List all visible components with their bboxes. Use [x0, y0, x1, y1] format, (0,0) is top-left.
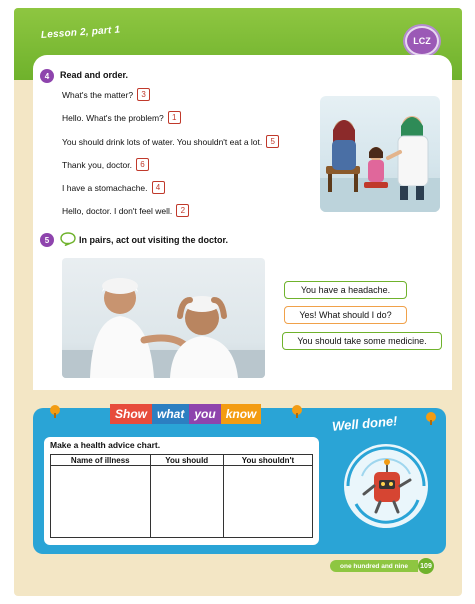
exercise-4-title: Read and order. [60, 70, 129, 80]
page-words: one hundred and nine [330, 560, 418, 572]
column-header-shouldnt: You shouldn't [223, 455, 312, 466]
order-box[interactable]: 5 [266, 135, 279, 148]
doctor-illustration [320, 96, 440, 212]
dialogue-line-2 [62, 111, 181, 124]
speech-bubble-icon [60, 232, 76, 246]
patient-photo-icon [62, 258, 265, 378]
exercise-5-number: 5 [40, 233, 54, 247]
dialogue-line-6 [62, 204, 189, 217]
table-cell-illness[interactable] [51, 466, 151, 538]
pushpin-icon [424, 411, 438, 425]
lesson-label: Lesson 2, part 1 [40, 24, 121, 41]
order-box[interactable]: 2 [176, 204, 189, 217]
table-cell-should[interactable] [150, 466, 223, 538]
pushpin-icon [290, 404, 304, 418]
robot-icon [336, 436, 436, 536]
dialogue-text: I have a stomachache. [62, 182, 148, 193]
show-what-you-know-banner [110, 404, 261, 424]
speech-bubble-what-should: Yes! What should I do? [284, 306, 407, 324]
well-done-label: Well done! [331, 413, 399, 434]
dialogue-line-1 [62, 88, 150, 101]
dialogue-text: You should drink lots of water. You shouldn't eat a lot. [62, 136, 263, 147]
order-box[interactable]: 6 [136, 158, 149, 171]
health-advice-table [50, 454, 313, 538]
dialogue-line-5 [62, 181, 165, 194]
exercise-4-number: 4 [40, 69, 54, 83]
page-number: 109 [418, 558, 434, 574]
dialogue-text: What's the matter? [62, 89, 134, 100]
clinic-scene-icon [320, 96, 440, 212]
pushpin-icon [48, 404, 62, 418]
column-header-illness: Name of illness [51, 455, 151, 466]
speech-bubble-medicine: You should take some medicine. [282, 332, 442, 350]
boys-photo [62, 258, 265, 378]
dialogue-text: Thank you, doctor. [62, 159, 132, 170]
order-box[interactable]: 4 [152, 181, 165, 194]
dialogue-text: Hello, doctor. I don't feel well. [62, 205, 173, 216]
dialogue-line-4 [62, 158, 149, 171]
dialogue-text: Hello. What's the problem? [62, 112, 164, 123]
banner-word-show: Show [110, 404, 152, 424]
order-box[interactable]: 1 [168, 111, 181, 124]
speech-bubble-headache: You have a headache. [284, 281, 407, 299]
order-box[interactable]: 3 [137, 88, 150, 101]
lcz-badge: LCZ [405, 26, 439, 56]
banner-word-you: you [189, 404, 220, 424]
table-cell-shouldnt[interactable] [223, 466, 312, 538]
column-header-should: You should [150, 455, 223, 466]
banner-word-know: know [221, 404, 262, 424]
dialogue-line-3 [62, 135, 279, 148]
chart-task: Make a health advice chart. [50, 440, 161, 450]
banner-word-what: what [152, 404, 189, 424]
exercise-5-title: In pairs, act out visiting the doctor. [79, 235, 229, 245]
